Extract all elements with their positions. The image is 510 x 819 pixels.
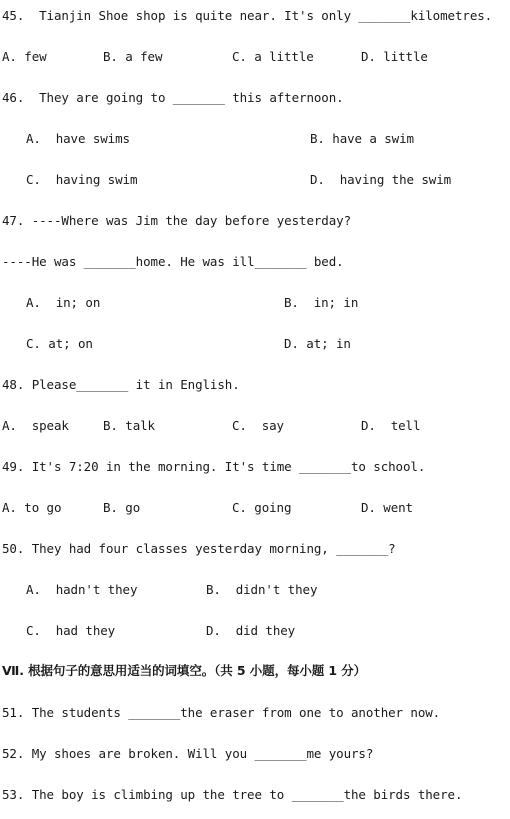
q49-option-c: C. going <box>232 500 292 515</box>
q46-option-b: B. have a swim <box>310 131 414 146</box>
q47-option-d: D. at; in <box>284 336 351 351</box>
q50-option-b: B. didn't they <box>206 582 318 597</box>
q47-option-c: C. at; on <box>26 336 93 351</box>
q47-option-b: B. in; in <box>284 295 359 310</box>
question-53-stem: 53. The boy is climbing up the tree to _______the birds there. <box>2 787 463 802</box>
q45-option-b: B. a few <box>103 49 163 64</box>
question-45-stem: 45. Tianjin Shoe shop is quite near. It's only _______kilometres. <box>2 8 493 23</box>
question-48-stem: 48. Please_______ it in English. <box>2 377 240 392</box>
q48-option-c: C. say <box>232 418 284 433</box>
q48-option-b: B. talk <box>103 418 155 433</box>
question-46-stem: 46. They are going to _______ this afternoon. <box>2 90 344 105</box>
q49-option-d: D. went <box>361 500 413 515</box>
q46-option-c: C. having swim <box>26 172 138 187</box>
q45-option-a: A. few <box>2 49 47 64</box>
question-50-stem: 50. They had four classes yesterday morning, _______? <box>2 541 396 556</box>
q48-option-a: A. speak <box>2 418 69 433</box>
section-7-heading: Ⅶ. 根据句子的意思用适当的词填空。（共 5 小题，每小题 1 分） <box>2 663 367 678</box>
question-49-stem: 49. It's 7:20 in the morning. It's time _______to school. <box>2 459 426 474</box>
q49-option-b: B. go <box>103 500 141 515</box>
q46-option-a: A. have swims <box>26 131 130 146</box>
question-52-stem: 52. My shoes are broken. Will you _______me yours? <box>2 746 374 761</box>
q50-option-a: A. hadn't they <box>26 582 138 597</box>
q50-option-c: C. had they <box>26 623 116 638</box>
q49-option-a: A. to go <box>2 500 62 515</box>
question-51-stem: 51. The students _______the eraser from one to another now. <box>2 705 441 720</box>
question-47-stem-line2: ----He was _______home. He was ill_______ bed. <box>2 254 344 269</box>
q45-option-d: D. little <box>361 49 428 64</box>
q48-option-d: D. tell <box>361 418 421 433</box>
q47-option-a: A. in; on <box>26 295 101 310</box>
q50-option-d: D. did they <box>206 623 296 638</box>
question-47-stem-line1: 47. ----Where was Jim the day before yesterday? <box>2 213 352 228</box>
q45-option-c: C. a little <box>232 49 314 64</box>
q46-option-d: D. having the swim <box>310 172 452 187</box>
